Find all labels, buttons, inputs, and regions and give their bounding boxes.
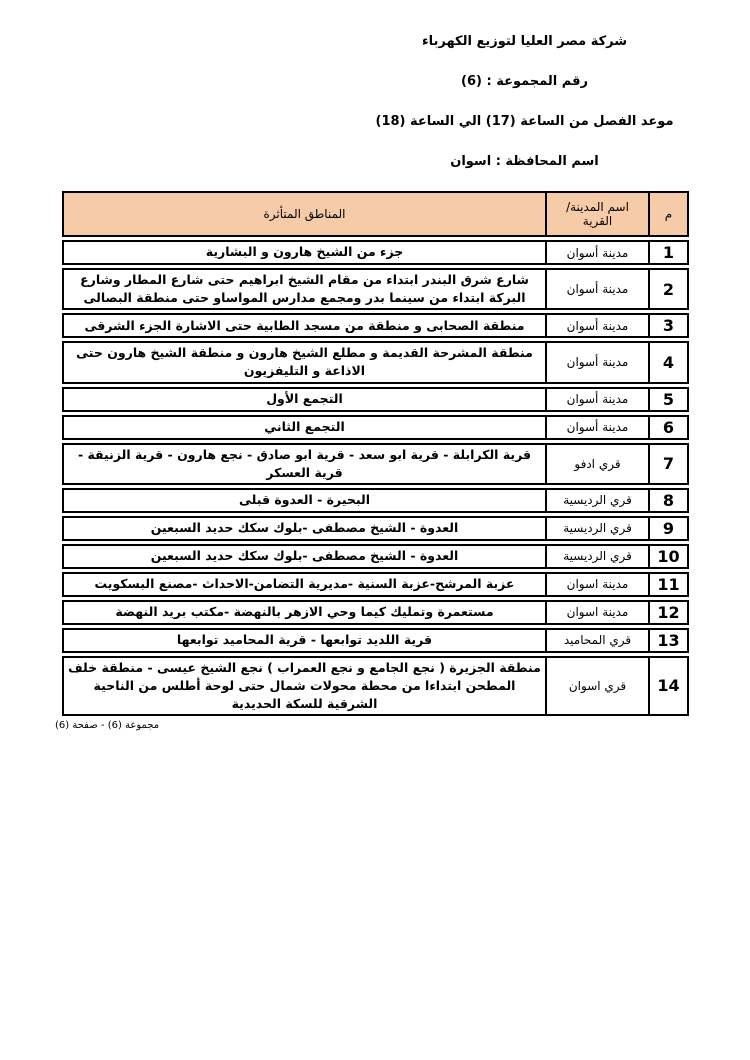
column-header-city: اسم المدينة/ القرية xyxy=(545,191,648,237)
city-cell: مدينة أسوان xyxy=(545,313,648,338)
city-cell: مدينة أسوان xyxy=(545,415,648,440)
city-cell: قري ادفو xyxy=(545,443,648,485)
areas-cell: منطقة الجزيرة ( نجع الجامع و نجع العمراب ) نجع الشيخ عيسى - منطقة خلف المطحن ابتداءا من محطة محولات شمال حتى لوحة أطلس من الناحية الشرقية للسكة الحديدية xyxy=(62,656,545,716)
areas-cell: عزبة المرشح-عزبة السنية -مديرية التضامن-الاحداث -مصنع البسكويت xyxy=(62,572,545,597)
city-cell: قري الرديسية xyxy=(545,544,648,569)
page-footer: مجموعة (6) - صفحة (6) xyxy=(55,720,160,731)
outage-schedule-table xyxy=(62,188,689,719)
outage-time: موعد الفصل من الساعة (17) الي الساعة (18) xyxy=(375,114,674,129)
row-number-cell: 4 xyxy=(648,341,689,383)
areas-cell: العدوة - الشيخ مصطفى -بلوك سكك حديد السبعين xyxy=(62,516,545,541)
row-number-cell: 2 xyxy=(648,268,689,310)
table-row xyxy=(62,313,689,338)
areas-cell: قرية اللديد توابعها - قرية المحاميد توابعها xyxy=(62,628,545,653)
areas-cell: مستعمرة وتمليك كيما وحي الازهر بالنهضة -مكتب بريد النهضة xyxy=(62,600,545,625)
areas-cell: منطقة المشرحة القديمة و مطلع الشيخ هارون و منطقة الشيخ هارون حتى الاذاعة و التليفزيون xyxy=(62,341,545,383)
table-row xyxy=(62,544,689,569)
areas-cell: جزء من الشيخ هارون و البشارية xyxy=(62,240,545,265)
table-row xyxy=(62,516,689,541)
areas-cell: قرية الكرابلة - قرية ابو سعد - قرية ابو صادق - نجع هارون - قرية الزنيقة - قرية العسكر xyxy=(62,443,545,485)
table-row xyxy=(62,572,689,597)
city-cell: مدينة أسوان xyxy=(545,341,648,383)
table-row xyxy=(62,240,689,265)
column-header-areas: المناطق المتأثرة xyxy=(62,191,545,237)
column-header-number: م xyxy=(648,191,689,237)
table-row xyxy=(62,488,689,513)
row-number-cell: 5 xyxy=(648,387,689,412)
table-row xyxy=(62,628,689,653)
city-cell: مدينة أسوان xyxy=(545,268,648,310)
table-header-row xyxy=(62,191,689,237)
governorate-name: اسم المحافظة : اسوان xyxy=(450,154,599,169)
areas-cell: شارع شرق البندر ابتداء من مقام الشيخ ابراهيم حتى شارع المطار وشارع البركة ابتداء من سينما بدر ومجمع مدارس المواساو حتى منطقة البصالى xyxy=(62,268,545,310)
areas-cell: العدوة - الشيخ مصطفى -بلوك سكك حديد السبعين xyxy=(62,544,545,569)
city-cell: قري الرديسية xyxy=(545,516,648,541)
row-number-cell: 13 xyxy=(648,628,689,653)
row-number-cell: 12 xyxy=(648,600,689,625)
areas-cell: البحيرة - العدوة قبلى xyxy=(62,488,545,513)
row-number-cell: 9 xyxy=(648,516,689,541)
table-row xyxy=(62,600,689,625)
city-cell: مدينة اسوان xyxy=(545,572,648,597)
row-number-cell: 11 xyxy=(648,572,689,597)
table-row xyxy=(62,268,689,310)
areas-cell: منطقة الصحابى و منطقة من مسجد الطابية حتى الاشارة الجزء الشرقى xyxy=(62,313,545,338)
row-number-cell: 7 xyxy=(648,443,689,485)
table-row xyxy=(62,387,689,412)
row-number-cell: 3 xyxy=(648,313,689,338)
group-number: رقم المجموعة : (6) xyxy=(461,74,588,89)
row-number-cell: 10 xyxy=(648,544,689,569)
city-cell: مدينة اسوان xyxy=(545,600,648,625)
row-number-cell: 6 xyxy=(648,415,689,440)
table-row xyxy=(62,656,689,716)
company-name: شركة مصر العليا لتوزيع الكهرباء xyxy=(421,34,628,49)
city-cell: مدينة أسوان xyxy=(545,387,648,412)
row-number-cell: 1 xyxy=(648,240,689,265)
document-header xyxy=(337,34,712,194)
areas-cell: التجمع الثاني xyxy=(62,415,545,440)
city-cell: مدينة أسوان xyxy=(545,240,648,265)
areas-cell: التجمع الأول xyxy=(62,387,545,412)
city-cell: قري المحاميد xyxy=(545,628,648,653)
table-row xyxy=(62,341,689,383)
city-cell: قري الرديسية xyxy=(545,488,648,513)
table-row xyxy=(62,443,689,485)
table-row xyxy=(62,415,689,440)
city-cell: قري اسوان xyxy=(545,656,648,716)
row-number-cell: 14 xyxy=(648,656,689,716)
row-number-cell: 8 xyxy=(648,488,689,513)
